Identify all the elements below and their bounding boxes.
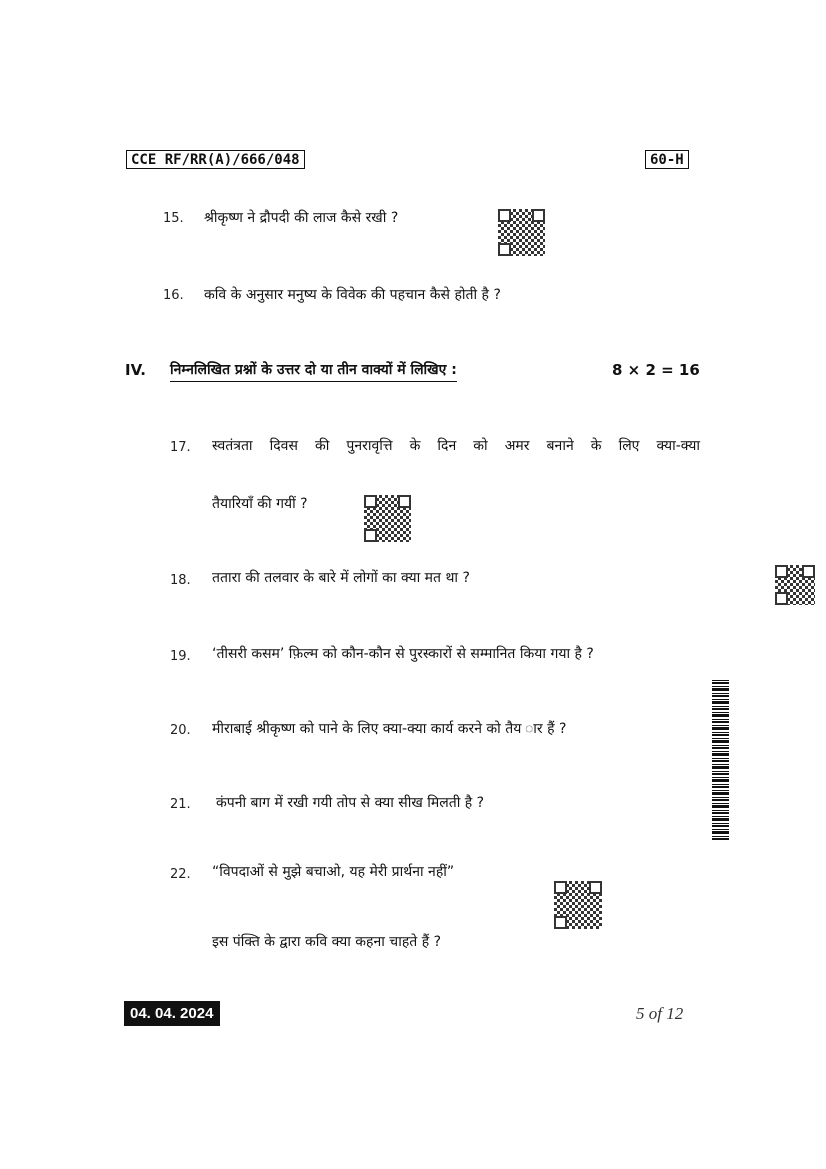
question-text-continued: इस पंक्ति के द्वारा कवि क्या कहना चाहते हैं ?	[212, 934, 442, 950]
page-number: 5 of 12	[636, 1004, 684, 1023]
question-text: ततारा की तलवार के बारे में लोगों का क्या मत था ?	[212, 570, 470, 586]
margin-qr-code-icon	[775, 565, 815, 605]
question-number: 21.	[170, 797, 191, 812]
barcode-icon	[712, 680, 729, 840]
section-instruction: निम्नलिखित प्रश्नों के उत्तर दो या तीन वाक्यों में लिखिए :	[170, 360, 457, 382]
question-text: “विपदाओं से मुझे बचाओ, यह मेरी प्रार्थना नहीं”	[212, 864, 455, 880]
question-number: 15.	[163, 211, 184, 226]
question-number: 22.	[170, 867, 191, 882]
section-label: IV.	[125, 361, 146, 379]
question-number: 17.	[170, 440, 191, 455]
qr-code-icon	[364, 495, 411, 542]
exam-date: 04. 04. 2024	[124, 1001, 220, 1026]
question-text: स्वतंत्रता दिवस की पुनरावृत्ति के दिन को अमर बनाने के लिए क्या-क्या	[212, 438, 700, 454]
qr-code-icon	[498, 209, 545, 256]
section-marks: 8 × 2 = 16	[612, 361, 700, 379]
question-text: कवि के अनुसार मनुष्य के विवेक की पहचान कैसे होती है ?	[204, 287, 501, 303]
qr-code-icon	[554, 881, 602, 929]
question-text-continued: तैयारियाँ की गयीं ?	[212, 496, 308, 512]
question-text: मीराबाई श्रीकृष्ण को पाने के लिए क्या-क्या कार्य करने को तैय ार हैं ?	[212, 721, 567, 737]
question-number: 19.	[170, 649, 191, 664]
question-text: श्रीकृष्ण ने द्रौपदी की लाज कैसे रखी ?	[204, 210, 399, 226]
paper-number: 60-H	[645, 150, 689, 169]
question-number: 16.	[163, 288, 184, 303]
question-number: 20.	[170, 723, 191, 738]
question-text: कंपनी बाग में रखी गयी तोप से क्या सीख मिलती है ?	[216, 795, 485, 811]
question-number: 18.	[170, 573, 191, 588]
question-text: ‘तीसरी कसम’ फ़िल्म को कौन-कौन से पुरस्कारों से सम्मानित किया गया है ?	[212, 646, 594, 662]
paper-code: CCE RF/RR(A)/666/048	[126, 150, 305, 169]
